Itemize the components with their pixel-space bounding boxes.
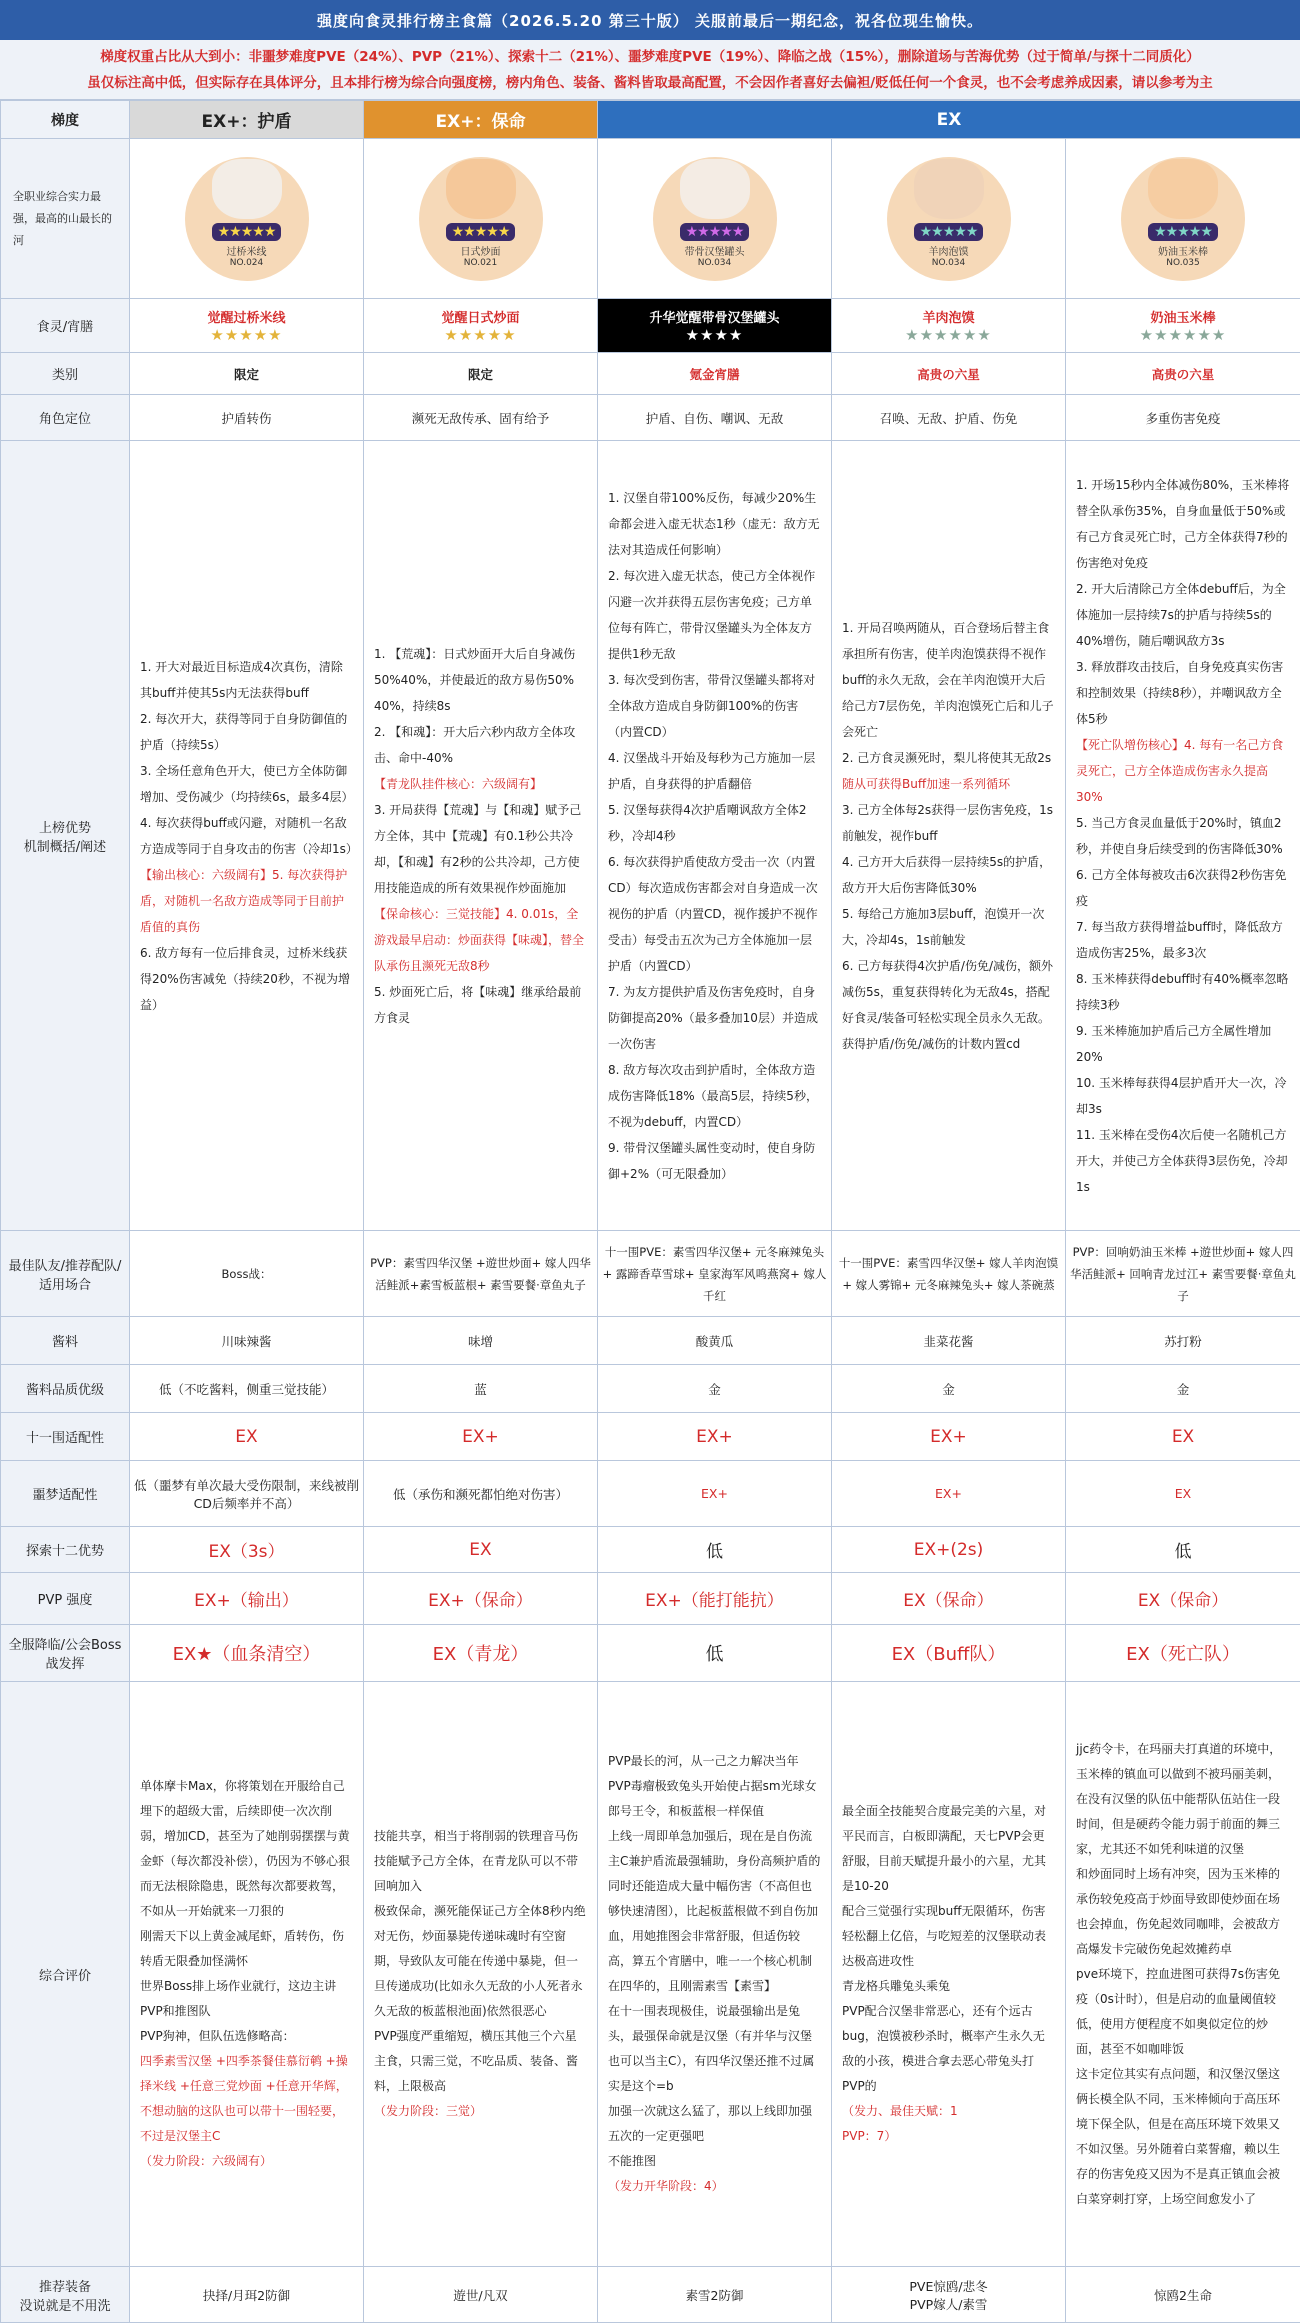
- mechanism-line: 2. 己方食灵濒死时，梨儿将使其无敌2s: [842, 745, 1055, 771]
- character-avatar[interactable]: [1121, 157, 1245, 281]
- food-row-label: 食灵/宵膳: [1, 299, 130, 353]
- food-stars: ★★★★★★: [836, 326, 1061, 344]
- sauce-cell: 韭菜花酱: [832, 1317, 1066, 1365]
- food-cell: [364, 299, 598, 353]
- equip-cell: PVE惊鸥/悲冬 PVP嫁人/素雪: [832, 2267, 1066, 2323]
- eval-line: 上线一周即单急加强后，现在是自伤流主C兼护盾流最强辅助，身份高频护盾的同时还能造成大量中幅伤害（不高但也够快速清图），比起板蓝根做不到自伤加血，用她推图会非常舒服，但适伤较高，算五个宵膳中，唯一一个核心机制在四华的，且刚需素雪【素雪】: [608, 1824, 821, 1999]
- mechanism-line: 6. 己方全体每被攻击6次获得2秒伤害免疫: [1076, 862, 1290, 914]
- sauce-cell: 苏打粉: [1066, 1317, 1300, 1365]
- mechanism-line: 5. 每给己方施加3层buff，泡馍开一次大，冷却4s，1s前触发: [842, 901, 1055, 953]
- avatar-name: 奶油玉米棒: [1158, 243, 1208, 258]
- pvp-cell: EX+（输出）: [130, 1573, 364, 1625]
- explore12-cell: EX（3s）: [130, 1527, 364, 1573]
- sauce-priority-cell: 金: [1066, 1365, 1300, 1413]
- mechanism-line: 【死亡队增伤核心】4. 每有一名己方食灵死亡，己方全体造成伤害永久提高30%: [1076, 732, 1290, 810]
- team-cell: PVP：素雪四华汉堡 +遊世炒面+ 嫁人四华活鲑派+素雪板蓝根+ 素雪要餐·章鱼丸子: [364, 1231, 598, 1317]
- role-row-label: 角色定位: [1, 395, 130, 441]
- nightmare-row-label: 噩梦适配性: [1, 1461, 130, 1527]
- food-name: 觉醒日式炒面: [368, 307, 593, 326]
- category-cell: 高贵の六星: [832, 353, 1066, 395]
- category-cell: 氪金宵膳: [598, 353, 832, 395]
- mechanism-line: 3. 释放群攻击技后，自身免疫真实伤害和控制效果（持续8秒），并嘲讽敌方全体5秒: [1076, 654, 1290, 732]
- eval-line: 刚需天下以上黄金减尾虾，盾转伤，伤转盾无限叠加怪满怀: [140, 1924, 353, 1974]
- mechanism-line: 1. 【荒魂】：日式炒面开大后自身减伤50%40%，并使最近的敌方易伤50% 40%，持续8s: [374, 641, 587, 719]
- team-cell: 十一围PVE：素雪四华汉堡+ 元冬麻辣兔头+ 露蹄香草雪球+ 皇家海军风鸣燕窝+ 嫁人千红: [598, 1231, 832, 1317]
- mechanism: 上榜优势 机制概括/阐述: [1, 441, 130, 1231]
- pvp-cell: EX+（能打能抗）: [598, 1573, 832, 1625]
- food-name: 觉醒过桥米线: [134, 307, 359, 326]
- equip-cell: 遊世/凡双: [364, 2267, 598, 2323]
- equip-cell: 素雪2防御: [598, 2267, 832, 2323]
- mechanism-line: 8. 玉米棒获得debuff时有40%概率忽略持续3秒: [1076, 966, 1290, 1018]
- nightmare-cell: 低（噩梦有单次最大受伤限制，来线被削CD后频率并不高）: [130, 1461, 364, 1527]
- mechanism-cell: [130, 441, 364, 1231]
- explore12-cell: 低: [598, 1527, 832, 1573]
- mechanism-line: 7. 为友方提供护盾及伤害免疫时，自身防御提高20%（最多叠加10层）并造成一次伤害: [608, 979, 821, 1057]
- team-cell: 十一围PVE：素雪四华汉堡+ 嫁人羊肉泡馍+ 嫁人雾锦+ 元冬麻辣兔头+ 嫁人茶碗蒸: [832, 1231, 1066, 1317]
- sauce-priority-row-label: 酱料品质优级: [1, 1365, 130, 1413]
- mechanism-line: 3. 全场任意角色开大，使已方全体防御增加、受伤减少（均持续6s，最多4层）: [140, 758, 353, 810]
- mechanism-line: 9. 玉米棒施加护盾后己方全属性增加20%: [1076, 1018, 1290, 1070]
- role-cell: 濒死无敌传承、固有给予: [364, 395, 598, 441]
- role-cell: 多重伤害免疫: [1066, 395, 1300, 441]
- category-row-label: 类别: [1, 353, 130, 395]
- mechanism-line: 10. 玉米棒每获得4层护盾开大一次，冷却3s: [1076, 1070, 1290, 1122]
- mechanism-line: 2. 【和魂】：开大后六秒内敌方全体攻击、命中-40%: [374, 719, 587, 771]
- eval-line: 极致保命，濒死能保证己方全体8秒内绝对无伤，炒面暴毙传递味魂时有空窗期，导致队友可能在传递中暴毙，但一旦传递成功(比如永久无敌的小人死者永久无敌的板蓝根池面)依然很恶心: [374, 1899, 587, 2024]
- team: 最佳队友/推荐配队/适用场合: [1, 1231, 130, 1317]
- mechanism-line: 6. 己方每获得4次护盾/伤免/减伤，额外减伤5s，重复获得转化为无敌4s，搭配好食灵/装备可轻松实现全员永久无敌。获得护盾/伤免/减伤的计数内置cd: [842, 953, 1055, 1057]
- sauce-cell: 川味辣酱: [130, 1317, 364, 1365]
- tier-row-label: 梯度: [1, 101, 130, 139]
- explore12-cell: EX+(2s): [832, 1527, 1066, 1573]
- avatar-cell: [598, 139, 832, 299]
- food-cell: [1066, 299, 1300, 353]
- nightmare-cell: EX+: [832, 1461, 1066, 1527]
- eval-cell: [832, 1682, 1066, 2267]
- avatar-cell: [364, 139, 598, 299]
- character-portrait-icon: [212, 159, 282, 219]
- food-name: 奶油玉米棒: [1070, 307, 1296, 326]
- avatar-name: 羊肉泡馍: [929, 243, 969, 258]
- mechanism-line: 1. 开大对最近目标造成4次真伤，清除其buff并使其5s内无法获得buff: [140, 654, 353, 706]
- mechanism-line: 5. 汉堡每获得4次护盾嘲讽敌方全体2秒，冷却4秒: [608, 797, 821, 849]
- mechanism-cell: [1066, 441, 1300, 1231]
- mechanism-line: 3. 开局获得【荒魂】与【和魂】赋予己方全体，其中【荒魂】有0.1秒公共冷却，【和魂】有2秒的公共冷却，己方使用技能造成的所有效果视作炒面施加: [374, 797, 587, 901]
- mechanism-line: 1. 开局召唤两随从，百合登场后替主食承担所有伤害，使羊肉泡馍获得不视作buff的永久无敌，会在羊肉泡馍开大后给己方7层伤免，羊肉泡馍死亡后和儿子会死亡: [842, 615, 1055, 745]
- nightmare-cell: EX: [1066, 1461, 1300, 1527]
- eval-cell: [130, 1682, 364, 2267]
- mechanism-line: 1. 汉堡自带100%反伤，每减少20%生命都会进入虚无状态1秒（虚无：敌方无法对其造成任何影响）: [608, 485, 821, 563]
- food-stars: ★★★★★: [134, 326, 359, 344]
- eval: 综合评价: [1, 1682, 130, 2267]
- character-portrait-icon: [914, 159, 984, 219]
- equip-cell: 惊鸥2生命: [1066, 2267, 1300, 2323]
- eval-line: PVP：7）: [842, 2124, 1055, 2149]
- equip: 推荐装备 没说就是不用洗: [1, 2267, 130, 2323]
- mechanism-line: 7. 每当敌方获得增益buff时，降低敌方造成伤害25%，最多3次: [1076, 914, 1290, 966]
- mechanism-line: 【青龙队挂件核心：六级阔有】: [374, 771, 587, 797]
- role-cell: 护盾转伤: [130, 395, 364, 441]
- eval-cell: [1066, 1682, 1300, 2267]
- avatar-name: 日式炒面: [461, 243, 501, 258]
- eval-line: （发力、最佳天赋：1: [842, 2099, 1055, 2124]
- avatar-stars: ★★★★★: [1148, 223, 1218, 241]
- tier-header-0: EX+：护盾: [130, 101, 364, 139]
- mechanism-line: 【输出核心：六级阔有】5. 每次获得护盾，对随机一名敌方造成等同于目前护盾值的真伤: [140, 862, 353, 940]
- mechanism-line: 11. 玉米棒在受伤4次后使一名随机己方开大，并使己方全体获得3层伤免，冷却1s: [1076, 1122, 1290, 1200]
- eval-line: pve环境下，控血进图可获得7s伤害免疫（0s计时），但是启动的血量阈值较低，使用方便程度不如奥似定位的炒面，甚至不如咖啡饭: [1076, 1962, 1290, 2062]
- character-avatar[interactable]: [185, 157, 309, 281]
- food-stars: ★★★★: [602, 326, 827, 344]
- eval-line: PVP狗神，但队伍选修略高：: [140, 2024, 353, 2049]
- adapt11-cell: EX: [130, 1413, 364, 1461]
- description-cell: 全职业综合实力最强，最高的山最长的河: [1, 139, 130, 299]
- avatar-stars: ★★★★★: [680, 223, 750, 241]
- mechanism-line: 4. 汉堡战斗开始及每秒为己方施加一层护盾，自身获得的护盾翻倍: [608, 745, 821, 797]
- adapt11-cell: EX+: [832, 1413, 1066, 1461]
- sauce-row-label: 酱料: [1, 1317, 130, 1365]
- avatar-number: NO.024: [230, 258, 264, 268]
- pvp-cell: EX+（保命）: [364, 1573, 598, 1625]
- explore12-row-label: 探索十二优势: [1, 1527, 130, 1573]
- team-cell: Boss战：: [130, 1231, 364, 1317]
- eval-line: PVP强度严重缩短，横压其他三个六星主食，只需三觉，不吃品质、装备、酱料，上限极高: [374, 2024, 587, 2099]
- adapt11-cell: EX+: [364, 1413, 598, 1461]
- mechanism-line: 2. 开大后清除己方全体debuff后，为全体施加一层持续7s的护盾与持续5s的40%增伤，随后嘲讽敌方3s: [1076, 576, 1290, 654]
- explore12-cell: 低: [1066, 1527, 1300, 1573]
- adapt11-row-label: 十一围适配性: [1, 1413, 130, 1461]
- nightmare-cell: EX+: [598, 1461, 832, 1527]
- mechanism-line: 3. 每次受到伤害，带骨汉堡罐头都将对全体敌方造成自身防御100%的伤害（内置CD）: [608, 667, 821, 745]
- role-cell: 护盾、自伤、嘲讽、无敌: [598, 395, 832, 441]
- category-cell: 限定: [130, 353, 364, 395]
- tier-header-2: EX: [598, 101, 1300, 139]
- food-stars: ★★★★★: [368, 326, 593, 344]
- mechanism-line: 1. 开场15秒内全体减伤80%，玉米棒将替全队承伤35%，自身血量低于50%或有己方食灵死亡时，己方全体获得7秒的伤害绝对免疫: [1076, 472, 1290, 576]
- category-cell: 限定: [364, 353, 598, 395]
- avatar-stars: ★★★★★: [914, 223, 984, 241]
- food-cell: [130, 299, 364, 353]
- page-title: 强度向食灵排行榜主食篇（2026.5.20 第三十版） 关服前最后一期纪念，祝各位现生愉快。: [0, 0, 1300, 40]
- sauce-cell: 味增: [364, 1317, 598, 1365]
- tier-table: [0, 100, 1300, 2323]
- character-portrait-icon: [680, 159, 750, 219]
- character-avatar[interactable]: [887, 157, 1011, 281]
- mechanism-line: 4. 每次获得buff或闪避，对随机一名敌方造成等同于自身攻击的伤害（冷却1s）: [140, 810, 353, 862]
- eval-line: PVP最长的河，从一己之力解决当年PVP毒瘤极致兔头开始使占据sm光球女郎号王令，和板蓝根一样保值: [608, 1749, 821, 1824]
- eval-line: jjc药令卡，在玛丽夫打真道的环境中，玉米棒的镇血可以做到不被玛丽美刺，在没有汉堡的队伍中能帮队伍站住一段时间，但是硬药令能力弱于前面的舞三家，尤其还不如凭利味道的汉堡: [1076, 1737, 1290, 1862]
- avatar-cell: [832, 139, 1066, 299]
- eval-line: 世界Boss排上场作业就行，这边主讲PVP和推图队: [140, 1974, 353, 2024]
- tier-header-1: EX+：保命: [364, 101, 598, 139]
- boss-cell: EX★（血条清空）: [130, 1625, 364, 1682]
- avatar-number: NO.035: [1166, 258, 1200, 268]
- nightmare-cell: 低（承伤和濒死都怕绝对伤害）: [364, 1461, 598, 1527]
- eval-line: 不能推图: [608, 2149, 821, 2174]
- adapt11-cell: EX+: [598, 1413, 832, 1461]
- mechanism-cell: [364, 441, 598, 1231]
- avatar-cell: [1066, 139, 1300, 299]
- avatar-number: NO.021: [464, 258, 498, 268]
- eval-line: 这卡定位其实有点问题，和汉堡汉堡这俩长模全队不同，玉米棒倾向于高压环境下保全队，但是在高压环境下效果又不如汉堡。另外随着白菜誓瘤，赖以生存的伤害免疫又因为不是真正镇血会被白菜穿刺打穿，上场空间愈发小了: [1076, 2062, 1290, 2212]
- sauce-priority-cell: 低（不吃酱料，侧重三觉技能）: [130, 1365, 364, 1413]
- character-portrait-icon: [1148, 159, 1218, 219]
- character-avatar[interactable]: [419, 157, 543, 281]
- boss-row-label: 全服降临/公会Boss战发挥: [1, 1625, 130, 1682]
- eval-line: 和炒面同时上场有冲突，因为玉米棒的承伤较免疫高于炒面导致即使炒面在场也会掉血，伤免起效同咖啡，会被敌方高爆发卡完破伤免起效摊药卓: [1076, 1862, 1290, 1962]
- role-cell: 召唤、无敌、护盾、伤免: [832, 395, 1066, 441]
- category-cell: 高贵の六星: [1066, 353, 1300, 395]
- pvp-cell: EX（保命）: [1066, 1573, 1300, 1625]
- notice-line-2: 虽仅标注高中低，但实际存在具体评分，且本排行榜为综合向强度榜，榜内角色、装备、酱料皆取最高配置，不会因作者喜好去偏袒/贬低任何一个食灵，也不会考虑养成因素，请以参考为主: [0, 70, 1300, 96]
- avatar-cell: [130, 139, 364, 299]
- eval-line: 技能共享，相当于将削弱的铁理音马伤技能赋予己方全体，在青龙队可以不带回响加入: [374, 1824, 587, 1899]
- mechanism-line: 4. 己方开大后获得一层持续5s的护盾，敌方开大后伤害降低30%: [842, 849, 1055, 901]
- eval-line: 最全面全技能契合度最完美的六星，对平民而言，白板即满配，天七PVP会更舒服，目前天赋提升最小的六星，尤其是10-20: [842, 1799, 1055, 1899]
- character-avatar[interactable]: [653, 157, 777, 281]
- mechanism-line: 6. 敌方每有一位后排食灵，过桥米线获得20%伤害减免（持续20秒，不视为增益）: [140, 940, 353, 1018]
- eval-line: （发力阶段：六级阔有）: [140, 2149, 353, 2174]
- mechanism-line: 【保命核心：三觉技能】4. 0.01s，全游戏最早启动：炒面获得【味魂】，替全队承伤且濒死无敌8秒: [374, 901, 587, 979]
- mechanism-cell: [832, 441, 1066, 1231]
- eval-line: （发力阶段：三觉）: [374, 2099, 587, 2124]
- mechanism-line: 2. 每次开大，获得等同于自身防御值的护盾（持续5s）: [140, 706, 353, 758]
- mechanism-line: 随从可获得Buff加速一系列循环: [842, 771, 1055, 797]
- avatar-number: NO.034: [698, 258, 732, 268]
- avatar-name: 过桥米线: [227, 243, 267, 258]
- eval-line: 四季素雪汉堡 +四季茶餐佳慕衍鹌 +操择米线 +任意三党炒面 +任意开华辉，不想动脑的这队也可以带十一围轻要，不过是汉堡主C: [140, 2049, 353, 2149]
- mechanism-line: 6. 每次获得护盾使敌方受击一次（内置CD）每次造成伤害都会对自身造成一次视伤的护盾（内置CD，视作援护不视作受击）每受击五次为己方全体施加一层护盾（内置CD）: [608, 849, 821, 979]
- explore12-cell: EX: [364, 1527, 598, 1573]
- avatar-number: NO.034: [932, 258, 966, 268]
- mechanism-line: 3. 己方全体每2s获得一层伤害免疫，1s前触发，视作buff: [842, 797, 1055, 849]
- eval-line: 在十一围表现极佳，说最强输出是兔头，最强保命就是汉堡（有并华与汉堡也可以当主C），有四华汉堡还推不过属实是这个=b: [608, 1999, 821, 2099]
- food-cell: [598, 299, 832, 353]
- sauce-priority-cell: 金: [832, 1365, 1066, 1413]
- sauce-priority-cell: 蓝: [364, 1365, 598, 1413]
- pvp-cell: EX（保命）: [832, 1573, 1066, 1625]
- adapt11-cell: EX: [1066, 1413, 1300, 1461]
- eval-line: 单体摩卡Max，你将策划在开服给自己埋下的超级大雷，后续即使一次次削弱，增加CD，甚至为了她削弱摆摆与黄金虾（每次都没补偿），仍因为不够心狠而无法根除隐患，既然每次都要救驾，不如从一开始就来一刀狠的: [140, 1774, 353, 1924]
- avatar-stars: ★★★★★: [446, 223, 516, 241]
- boss-cell: EX（青龙）: [364, 1625, 598, 1682]
- food-cell: [832, 299, 1066, 353]
- eval-cell: [364, 1682, 598, 2267]
- mechanism-line: 2. 每次进入虚无状态，使己方全体视作闪避一次并获得五层伤害免疫；己方单位每有阵亡，带骨汉堡罐头为全体友方提供1秒无敌: [608, 563, 821, 667]
- mechanism-cell: [598, 441, 832, 1231]
- food-name: 升华觉醒带骨汉堡罐头: [602, 307, 827, 326]
- food-stars: ★★★★★★: [1070, 326, 1296, 344]
- eval-line: PVP配合汉堡非常恶心，还有个远古bug，泡馍被秒杀时，概率产生永久无敌的小孩，模进合拿去恶心带兔头打PVP的: [842, 1999, 1055, 2099]
- sauce-cell: 酸黄瓜: [598, 1317, 832, 1365]
- food-name: 羊肉泡馍: [836, 307, 1061, 326]
- mechanism-line: 5. 炒面死亡后，将【味魂】继承给最前方食灵: [374, 979, 587, 1031]
- character-portrait-icon: [446, 159, 516, 219]
- eval-line: 青龙格兵雕兔头乘兔: [842, 1974, 1055, 1999]
- boss-cell: EX（Buff队）: [832, 1625, 1066, 1682]
- mechanism-line: 8. 敌方每次攻击到护盾时，全体敌方造成伤害降低18%（最高5层，持续5秒，不视为debuff，内置CD）: [608, 1057, 821, 1135]
- mechanism-line: 5. 当己方食灵血量低于20%时，镇血2秒，并使自身后续受到的伤害降低30%: [1076, 810, 1290, 862]
- mechanism-line: 9. 带骨汉堡罐头属性变动时，使自身防御+2%（可无限叠加）: [608, 1135, 821, 1187]
- boss-cell: EX（死亡队）: [1066, 1625, 1300, 1682]
- sauce-priority-cell: 金: [598, 1365, 832, 1413]
- boss-cell: 低: [598, 1625, 832, 1682]
- avatar-name: 带骨汉堡罐头: [685, 243, 745, 258]
- pvp-row-label: PVP 强度: [1, 1573, 130, 1625]
- eval-cell: [598, 1682, 832, 2267]
- eval-line: （发力开华阶段：4）: [608, 2174, 821, 2199]
- eval-line: 配合三觉强行实现buff无限循环，伤害轻松翻上亿倍，与吃短差的汉堡联动表达极高进攻性: [842, 1899, 1055, 1974]
- equip-cell: 抉择/月珥2防御: [130, 2267, 364, 2323]
- notice-line-1: 梯度权重占比从大到小：非噩梦难度PVE（24%）、PVP（21%）、探索十二（21%）、噩梦难度PVE（19%）、降临之战（15%），删除道场与苦海优势（过于简单/与探十二同质化）: [0, 44, 1300, 70]
- avatar-stars: ★★★★★: [212, 223, 282, 241]
- team-cell: PVP：回响奶油玉米棒 +遊世炒面+ 嫁人四华活鲑派+ 回响青龙过江+ 素雪要餐·章鱼丸子: [1066, 1231, 1300, 1317]
- notice-banner: [0, 40, 1300, 100]
- eval-line: 加强一次就这么猛了，那以上线即加强五次的一定更强吧: [608, 2099, 821, 2149]
